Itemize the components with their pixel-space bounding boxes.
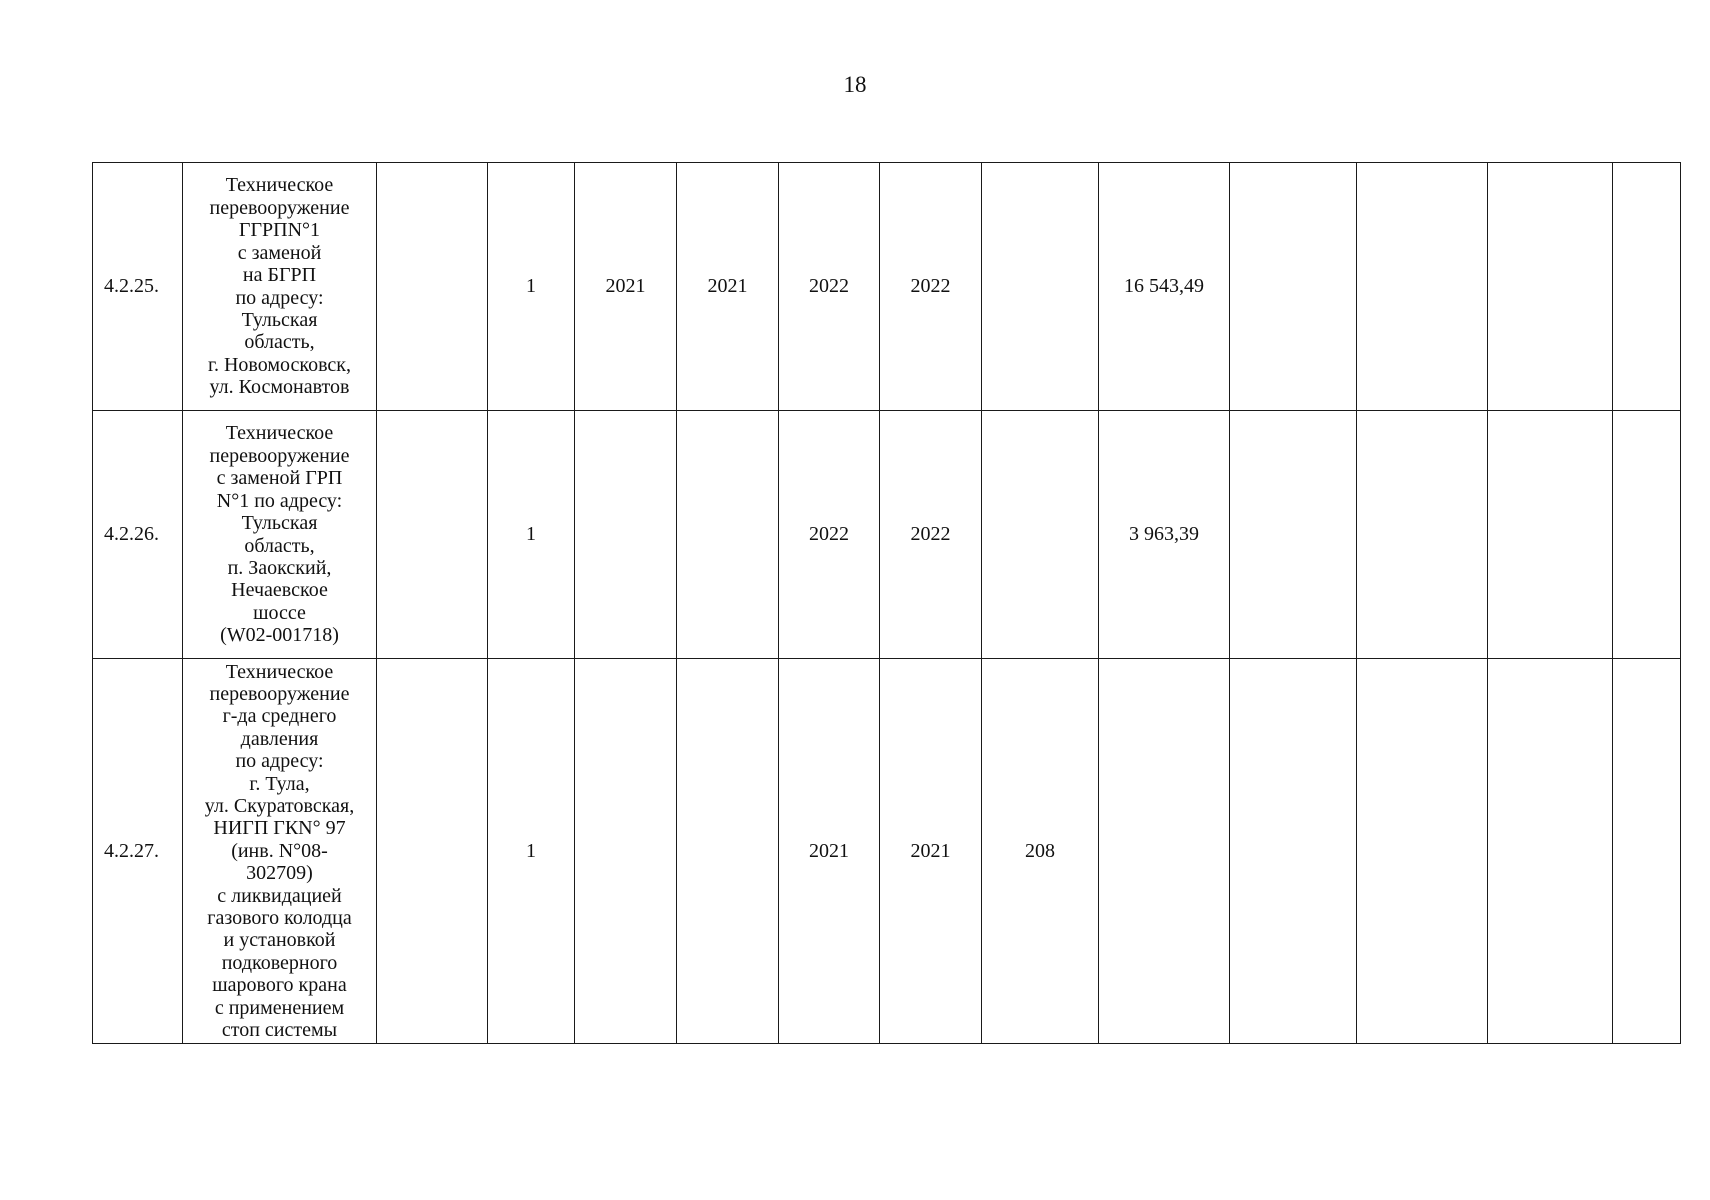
year-cell: 2021 [779, 659, 880, 1044]
year-cell: 2022 [779, 163, 880, 411]
value-cell [1230, 411, 1357, 659]
year-cell [677, 411, 779, 659]
value-cell [1357, 659, 1488, 1044]
item-name-text: Техническое перевооружение с заменой ГРП N°1 по адресу: Тульская область, п. Заокский, Нечаевское шоссе (W02-001718) [209, 422, 350, 647]
table-row [93, 163, 1681, 411]
year-cell [575, 659, 677, 1044]
cost-cell: 16 543,49 [1099, 163, 1230, 411]
value-cell [1613, 659, 1681, 1044]
value-cell [1613, 163, 1681, 411]
year-cell: 2022 [880, 163, 982, 411]
value-cell [1488, 411, 1613, 659]
item-name [183, 659, 377, 1044]
item-name [183, 411, 377, 659]
table-row [93, 411, 1681, 659]
value-cell [982, 163, 1099, 411]
value-cell [1357, 163, 1488, 411]
value-cell [1357, 411, 1488, 659]
empty-cell [377, 411, 488, 659]
page-number: 18 [843, 72, 867, 97]
year-cell: 2022 [880, 411, 982, 659]
empty-cell [377, 659, 488, 1044]
value-cell: 208 [982, 659, 1099, 1044]
investment-plan-table [92, 162, 1681, 1044]
empty-cell [377, 163, 488, 411]
quantity-cell: 1 [488, 659, 575, 1044]
cost-cell [1099, 659, 1230, 1044]
year-cell [575, 411, 677, 659]
item-name-text: Техническое перевооружение г-да среднего давления по адресу: г. Тула, ул. Скуратовская, НИГП ГКN° 97 (инв. N°08- 302709) с ликвидацией газового колодца и установкой подковерного шарового крана с применением стоп системы [204, 660, 355, 1042]
quantity-cell: 1 [488, 411, 575, 659]
year-cell: 2021 [677, 163, 779, 411]
cost-cell: 3 963,39 [1099, 411, 1230, 659]
item-number: 4.2.27. [93, 659, 183, 1044]
table-row [93, 659, 1681, 1044]
item-number: 4.2.26. [93, 411, 183, 659]
value-cell [1488, 659, 1613, 1044]
value-cell [1230, 163, 1357, 411]
value-cell [982, 411, 1099, 659]
value-cell [1613, 411, 1681, 659]
quantity-cell: 1 [488, 163, 575, 411]
item-number: 4.2.25. [93, 163, 183, 411]
value-cell [1230, 659, 1357, 1044]
item-name [183, 163, 377, 411]
year-cell: 2021 [575, 163, 677, 411]
value-cell [1488, 163, 1613, 411]
year-cell: 2022 [779, 411, 880, 659]
year-cell [677, 659, 779, 1044]
item-name-text: Техническое перевооружение ГГРПN°1 с заменой на БГРП по адресу: Тульская область, г. Новомосковск, ул. Космонавтов [208, 174, 351, 399]
year-cell: 2021 [880, 659, 982, 1044]
